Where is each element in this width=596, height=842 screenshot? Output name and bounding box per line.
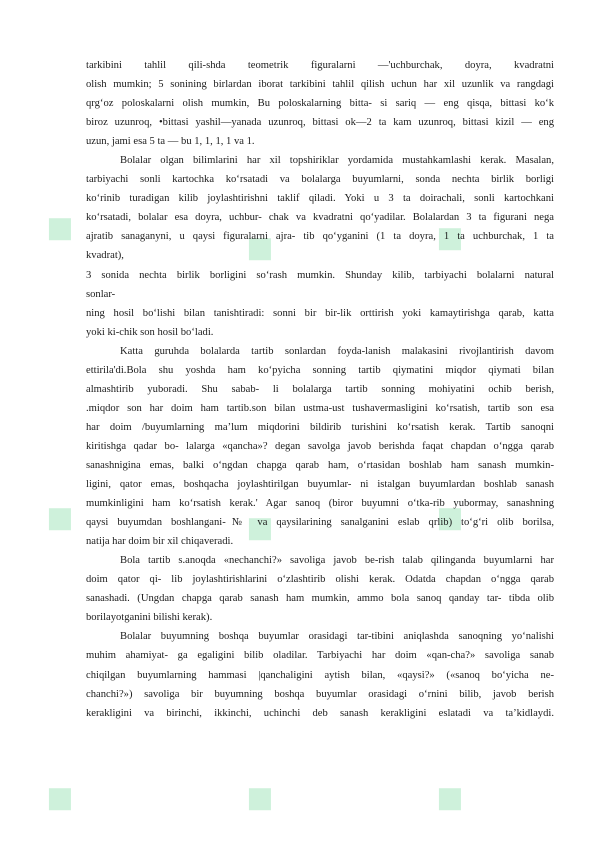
- text-line: ko‘rsatadi, bolalar esa doyra, uchbur- chak va kvadratni qo‘yadilar. Bolalardan 3 ta figurani nega: [86, 212, 554, 224]
- text-line: .miqdor son har doim ham tartib.son bilan ustma-ust tushavermasligini ko‘rsatish, tartib son esa: [86, 402, 554, 414]
- text-line: kiritishga qadar bo- lalarga «qancha»? degan savolga javob berishda faqat chapdan o‘ngga qarab: [86, 440, 554, 452]
- text-line: Bolalar olgan bilimlarini har xil topshiriklar yordamida mustahkamlashi kerak. Masalan,: [120, 155, 554, 167]
- text-line: borilayotganini bilishi kerak).: [86, 612, 213, 624]
- text-line: kvadrat),: [86, 250, 124, 262]
- text-line: qrg‘oz poloskalarni olish mumkin, Bu poloskalarning bitta- si sariq — eng qisqa, bittasi ko‘k: [86, 98, 554, 110]
- text-line: chiqilgan buyumlarning hammasi |qanchaligini aytish bilan, «qaysi?» («sanoq bo‘yicha ne-: [86, 669, 554, 681]
- text-line: sonlar-: [86, 288, 116, 300]
- text-line: muhim ahamiyat- ga egaligini bilib oladilar. Tarbiyachi har doim «qan-cha?» savoliga sanab: [86, 650, 554, 662]
- text-line: ning hosil bo‘lishi bilan tanishtiradi: sonni bir bir-lik orttirish yoki kamaytirishga qarab, katta: [86, 307, 554, 319]
- text-line: sanashadi. (Ungdan chapga qarab sanash ham mumkin, ammo bola sanoq qanday tar- tibda olib: [86, 593, 554, 605]
- text-line: natija har doim bir xil chiqaveradi.: [86, 536, 234, 548]
- text-line: Katta guruhda bolalarda tartib sonlardan foyda-lanish malakasini rivojlantirish davom: [120, 345, 554, 357]
- text-line: tarbiyachi sonli kartochka ko‘rsatadi va bolalarga buyumlarni, sonda nechta birlik borligi: [86, 174, 554, 186]
- text-line: 3 sonida nechta birlik borligini so‘rash mumkin. Shunday kilib, tarbiyachi bolalarni natural: [86, 269, 554, 281]
- text-line: tarkibini tahlil qili-shda teometrik figuralarni —'uchburchak, doyra, kvadratni: [86, 60, 554, 71]
- text-line: ligini, qator emas, boshqacha joylashtirilgan buyumlar- ni istalgan buyumlardan boshlab sanash: [86, 479, 554, 491]
- text-line: ettirila'di.Bola shu yoshda ham ko‘pyicha sonning tartib qiymatini miqdor qiymati bilan: [86, 364, 554, 376]
- text-line: uzun, jami esa 5 ta — bu 1, 1, 1, 1 va 1.: [86, 136, 255, 148]
- text-line: olish mumkin; 5 sonining birlardan iborat tarkibini tahlil qilish uchun har xil uzunlik va rangdagi: [86, 79, 554, 91]
- text-line: Bola tartib s.anoqda «nechanchi?» savoliga javob be-rish talab qilinganda buyumlarni har: [120, 555, 554, 567]
- text-line: chanchi?») savoliga bir buyumning boshqa buyumlar orasidagi o‘rnini bilib, javob berish: [86, 688, 554, 700]
- text-line: kerakligini va birinchi, ikkinchi, uchinchi deb sanash kerakligini eslatadi va ta’kidlaydi.: [86, 707, 554, 719]
- text-line: har doim /buyumlarning ma’lum miqdorini bildirib turishini ko‘rsatish kerak. Tartib sanoqni: [86, 421, 554, 433]
- text-line: ko‘rinib turadigan kilib joylashtirishni taklif qiladi. Yoki u 3 ta doirachali, sonli kartochkani: [86, 193, 554, 205]
- text-line: qaysi buyumdan boshlangani-№ va qaysilarining sanalganini eslab qrlib) to‘g‘ri olib borilsa,: [86, 517, 554, 529]
- text-line: ajratib sanaganyni, u qaysi figuralarni ajra- tib qo‘yganini (1 ta doyra, 1 ta uchburchak, 1 ta: [86, 231, 554, 243]
- text-line: sanashnigina emas, balki o‘ngdan chapga qarab ham, o‘rtasidan boshlab ham sanash mumkin-: [86, 459, 554, 471]
- text-line: almashtirib yuboradi. Shu sabab- li bolalarga tartib sonning mohiyatini ochib berish,: [86, 383, 554, 395]
- text-line: doim qator qi- lib joylashtirishlarini o‘zlashtirib olishi kerak. Odatda chapdan o‘ngga qarab: [86, 574, 554, 586]
- text-line: mumkinligini ham ko‘rsatish kerak.' Agar sanoq (biror buyumni o‘tka-rib yubormay, sanashning: [86, 498, 554, 510]
- text-line: biroz uzunroq, •bittasi yashil—yanada uzunroq, bittasi ok—2 ta kam uzunroq, bittasi kizil — eng: [86, 117, 554, 129]
- body-text: [86, 56, 554, 723]
- text-line: Bolalar buyumning boshqa buyumlar orasidagi tar-tibini aniqlashda sanoqning yo‘nalishi: [120, 631, 554, 643]
- text-line: yoki ki-chik son hosil bo‘ladi.: [86, 326, 214, 338]
